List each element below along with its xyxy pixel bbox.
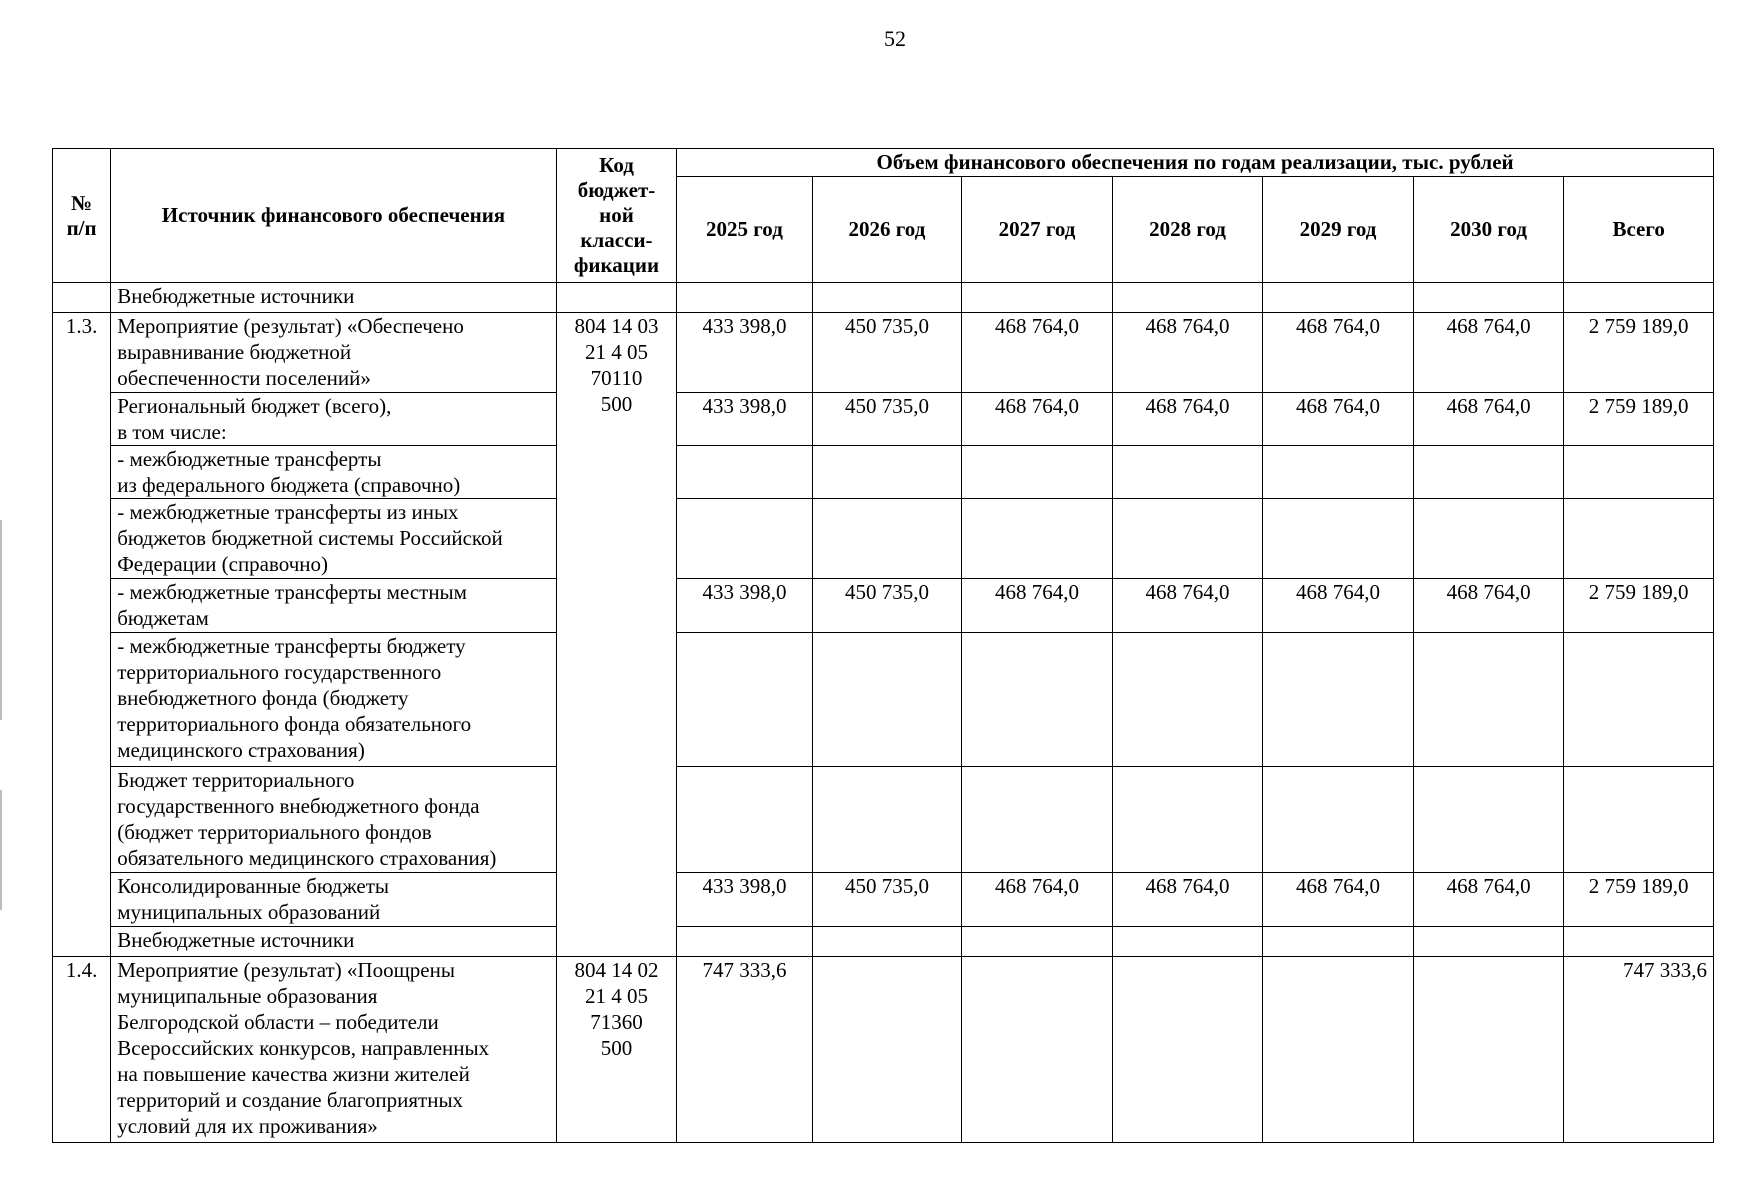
table-row <box>53 283 1714 313</box>
table-row <box>53 393 1714 446</box>
value-2025: 433 398,0 <box>677 313 812 393</box>
left-margin-mark <box>0 520 2 720</box>
header-number: № п/п <box>53 149 111 283</box>
value-2025 <box>677 446 812 499</box>
row-code: 804 14 02 21 4 05 71360 500 <box>556 957 676 1143</box>
value-2029 <box>1263 767 1414 873</box>
value-2030 <box>1413 767 1564 873</box>
row-code: 804 14 03 21 4 05 70110 500 <box>556 313 676 957</box>
value-2025 <box>677 633 812 767</box>
value-2026 <box>812 767 962 873</box>
value-2025: 747 333,6 <box>677 957 812 1143</box>
header-year-2027: 2027 год <box>962 177 1113 283</box>
value-2026 <box>812 927 962 957</box>
value-2027: 468 764,0 <box>962 313 1113 393</box>
table-row <box>53 873 1714 927</box>
page-number: 52 <box>884 26 906 51</box>
row-source: Внебюджетные источники <box>111 283 557 313</box>
value-2027 <box>962 283 1113 313</box>
value-2029 <box>1263 446 1414 499</box>
value-2027 <box>962 446 1113 499</box>
table-row <box>53 499 1714 579</box>
header-year-2028: 2028 год <box>1112 177 1263 283</box>
value-2025 <box>677 927 812 957</box>
value-2029 <box>1263 283 1414 313</box>
value-2026 <box>812 957 962 1143</box>
value-2029: 468 764,0 <box>1263 393 1414 446</box>
value-2026: 450 735,0 <box>812 579 962 633</box>
value-2029 <box>1263 927 1414 957</box>
value-total: 2 759 189,0 <box>1564 393 1714 446</box>
header-volume: Объем финансового обеспечения по годам реализации, тыс. рублей <box>677 149 1714 177</box>
row-source: Консолидированные бюджеты муниципальных образований <box>111 873 557 927</box>
value-2025: 433 398,0 <box>677 579 812 633</box>
row-source: Региональный бюджет (всего), в том числе: <box>111 393 557 446</box>
value-2029 <box>1263 633 1414 767</box>
value-2027 <box>962 957 1113 1143</box>
value-2029: 468 764,0 <box>1263 579 1414 633</box>
table-row <box>53 927 1714 957</box>
value-2030 <box>1413 283 1564 313</box>
value-2029 <box>1263 499 1414 579</box>
row-source: - межбюджетные трансферты из федерального бюджета (справочно) <box>111 446 557 499</box>
header-year-2030: 2030 год <box>1413 177 1564 283</box>
header-year-2029: 2029 год <box>1263 177 1414 283</box>
value-2028 <box>1112 633 1263 767</box>
value-2030: 468 764,0 <box>1413 873 1564 927</box>
value-2025 <box>677 499 812 579</box>
left-margin-mark <box>0 790 2 910</box>
value-2026: 450 735,0 <box>812 393 962 446</box>
value-2027: 468 764,0 <box>962 579 1113 633</box>
value-2027 <box>962 927 1113 957</box>
value-2030 <box>1413 633 1564 767</box>
header-year-2026: 2026 год <box>812 177 962 283</box>
value-2028 <box>1112 499 1263 579</box>
value-2029: 468 764,0 <box>1263 873 1414 927</box>
value-2025 <box>677 283 812 313</box>
value-2028 <box>1112 927 1263 957</box>
table-row <box>53 633 1714 767</box>
value-2028: 468 764,0 <box>1112 393 1263 446</box>
value-total: 2 759 189,0 <box>1564 579 1714 633</box>
value-total <box>1564 633 1714 767</box>
value-2030 <box>1413 927 1564 957</box>
row-source: - межбюджетные трансферты бюджету территориального государственного внебюджетного фонда (бюджету территориального фонда обязательного медицинского страхования) <box>111 633 557 767</box>
value-2028 <box>1112 446 1263 499</box>
row-source: Бюджет территориального государственного внебюджетного фонда (бюджет территориального фондов обязательного медицинского страхования) <box>111 767 557 873</box>
value-2026 <box>812 283 962 313</box>
value-2025 <box>677 767 812 873</box>
value-2030 <box>1413 446 1564 499</box>
table-row <box>53 313 1714 393</box>
table-row <box>53 446 1714 499</box>
value-2029 <box>1263 957 1414 1143</box>
value-total <box>1564 446 1714 499</box>
value-2026 <box>812 446 962 499</box>
value-total <box>1564 283 1714 313</box>
row-code <box>556 283 676 313</box>
row-source: Внебюджетные источники <box>111 927 557 957</box>
value-2026: 450 735,0 <box>812 313 962 393</box>
value-2028: 468 764,0 <box>1112 873 1263 927</box>
header-total: Всего <box>1564 177 1714 283</box>
table-row <box>53 957 1714 1143</box>
value-total: 2 759 189,0 <box>1564 313 1714 393</box>
value-2030: 468 764,0 <box>1413 393 1564 446</box>
value-total: 2 759 189,0 <box>1564 873 1714 927</box>
value-2026 <box>812 633 962 767</box>
value-2026 <box>812 499 962 579</box>
value-total <box>1564 927 1714 957</box>
value-2027 <box>962 767 1113 873</box>
table-row <box>53 579 1714 633</box>
value-total <box>1564 767 1714 873</box>
value-2030: 468 764,0 <box>1413 313 1564 393</box>
row-source: Мероприятие (результат) «Обеспечено выравнивание бюджетной обеспеченности поселений» <box>111 313 557 393</box>
value-2028 <box>1112 767 1263 873</box>
value-2027: 468 764,0 <box>962 873 1113 927</box>
row-number: 1.3. <box>53 313 111 957</box>
table-row <box>53 767 1714 873</box>
value-2030 <box>1413 499 1564 579</box>
value-total <box>1564 499 1714 579</box>
value-2028: 468 764,0 <box>1112 313 1263 393</box>
header-source: Источник финансового обеспечения <box>111 149 557 283</box>
value-total: 747 333,6 <box>1564 957 1714 1143</box>
value-2027 <box>962 633 1113 767</box>
value-2028 <box>1112 283 1263 313</box>
value-2025: 433 398,0 <box>677 393 812 446</box>
value-2025: 433 398,0 <box>677 873 812 927</box>
financing-table <box>52 148 1714 1143</box>
value-2027: 468 764,0 <box>962 393 1113 446</box>
row-source: Мероприятие (результат) «Поощрены муниципальные образования Белгородской области – победители Всероссийских конкурсов, направленных на повышение качества жизни жителей территорий и создание благоприятных условий для их проживания» <box>111 957 557 1143</box>
row-number: 1.4. <box>53 957 111 1143</box>
header-code: Код бюджет- ной класси- фикации <box>556 149 676 283</box>
row-number <box>53 283 111 313</box>
row-source: - межбюджетные трансферты местным бюджетам <box>111 579 557 633</box>
value-2026: 450 735,0 <box>812 873 962 927</box>
value-2027 <box>962 499 1113 579</box>
header-year-2025: 2025 год <box>677 177 812 283</box>
value-2030: 468 764,0 <box>1413 579 1564 633</box>
value-2028: 468 764,0 <box>1112 579 1263 633</box>
value-2030 <box>1413 957 1564 1143</box>
row-source: - межбюджетные трансферты из иных бюджетов бюджетной системы Российской Федерации (справочно) <box>111 499 557 579</box>
value-2028 <box>1112 957 1263 1143</box>
value-2029: 468 764,0 <box>1263 313 1414 393</box>
